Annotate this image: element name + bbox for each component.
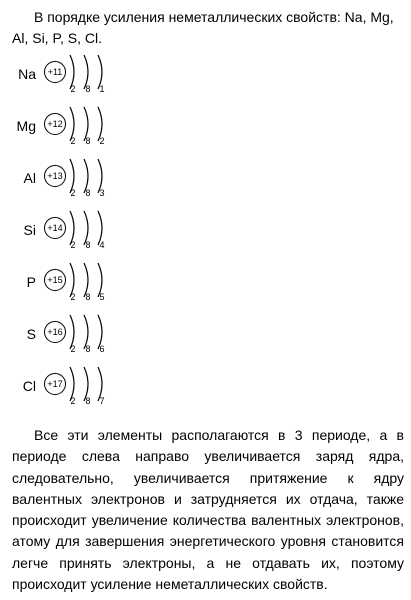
shell-2-electrons: 8	[85, 136, 91, 146]
shell-2-electrons: 8	[85, 188, 91, 198]
shell-1-electrons: 2	[70, 396, 76, 406]
shell-2-electrons: 8	[85, 240, 91, 250]
shell-3-electrons: 1	[99, 84, 105, 94]
element-symbol: Cl	[22, 378, 36, 394]
electron-counts	[0, 291, 411, 303]
shell-1-electrons: 2	[70, 136, 76, 146]
shell-1-electrons: 2	[70, 84, 76, 94]
shell-2-electrons: 8	[85, 84, 91, 94]
element-symbol: Mg	[16, 118, 36, 134]
nucleus-charge: +15	[44, 269, 66, 291]
atom-diagram-silicon	[0, 217, 411, 269]
shell-3-electrons: 6	[99, 344, 105, 354]
nucleus-charge: +13	[44, 165, 66, 187]
shell-3-electrons: 2	[99, 136, 105, 146]
atom-diagram-sulfur	[0, 321, 411, 373]
atom-diagram-magnesium	[0, 113, 411, 165]
shell-1-electrons: 2	[70, 292, 76, 302]
atom-diagram-sodium	[0, 61, 411, 113]
shell-3-electrons: 5	[99, 292, 105, 302]
element-symbol: Si	[23, 222, 36, 238]
nucleus-charge: +12	[44, 113, 66, 135]
electron-counts	[0, 187, 411, 199]
nucleus-charge: +17	[44, 373, 66, 395]
element-symbol: Na	[18, 66, 36, 82]
nucleus-charge: +16	[44, 321, 66, 343]
shell-2-electrons: 8	[85, 344, 91, 354]
element-symbol: S	[26, 326, 36, 342]
atom-diagram-chlorine	[0, 373, 411, 425]
shell-2-electrons: 8	[85, 396, 91, 406]
shell-1-electrons: 2	[70, 188, 76, 198]
nucleus-charge: +11	[44, 61, 66, 83]
shell-3-electrons: 4	[99, 240, 105, 250]
shell-3-electrons: 7	[99, 396, 105, 406]
electron-counts	[0, 83, 411, 95]
electron-counts	[0, 343, 411, 355]
shell-1-electrons: 2	[70, 240, 76, 250]
electron-counts	[0, 135, 411, 147]
electron-counts	[0, 395, 411, 407]
element-symbol: Al	[23, 170, 36, 186]
explanation-paragraph: Все эти элементы располагаются в 3 периоде, а в периоде слева направо увеличивается заряд ядра, следовательно, увеличивается притяжение к ядру валентных электронов и затрудняется их отдача, также происходит увеличение количества валентных электронов, атому для завершения энергетического уровня становится легче принять электроны, а не отдавать их, поэтому происходит усиление неметаллических свойств.	[12, 427, 404, 593]
atom-diagram-aluminium	[0, 165, 411, 217]
shell-3-electrons: 3	[99, 188, 105, 198]
shell-1-electrons: 2	[70, 344, 76, 354]
electron-counts	[0, 239, 411, 251]
shell-2-electrons: 8	[85, 292, 91, 302]
intro-text: В порядке усиления неметаллических свойств: Na, Mg, Al, Si, P, S, Cl.	[12, 9, 394, 46]
element-symbol: P	[26, 274, 36, 290]
atom-diagram-phosphorus	[0, 269, 411, 321]
nucleus-charge: +14	[44, 217, 66, 239]
